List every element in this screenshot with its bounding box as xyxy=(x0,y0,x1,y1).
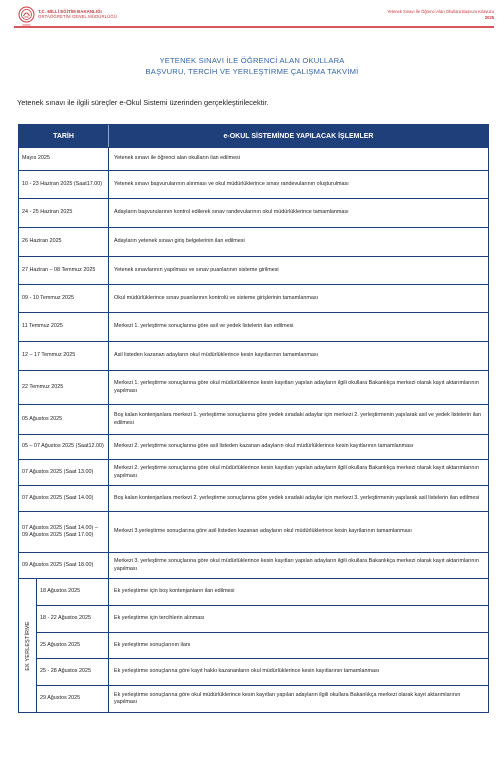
header-divider xyxy=(14,26,494,28)
ek-yerlestirme-section xyxy=(19,578,488,712)
table-row xyxy=(19,459,488,485)
row-date: 24 - 25 Haziran 2025 xyxy=(19,199,109,227)
calendar-table xyxy=(18,124,489,713)
ek-rows xyxy=(37,579,488,712)
table-row xyxy=(19,434,488,459)
row-date: 11 Temmuz 2025 xyxy=(19,313,109,341)
row-action: Merkezi 2. yerleştirme sonuçlarına göre asil listeden kazanan adayların okul müdürlüklerince kesin kayıtlarının tamamlanması xyxy=(114,443,414,450)
row-action: Okul müdürlüklerince sınav puanlarının kontrolü ve sisteme girişlerinin tamamlanması xyxy=(114,294,319,301)
row-date: 25 - 28 Ağustos 2025 xyxy=(37,659,109,685)
table-row xyxy=(37,685,488,712)
intro-text: Yetenek sınavı ile ilgili süreçler e-Okul Sistemi üzerinden gerçekleştirilecektir. xyxy=(17,98,269,107)
page-title xyxy=(0,56,504,77)
row-action: Boş kalan kontenjanlara merkezi 1. yerleştirme sonuçlarına göre yedek sıradaki adaylar için merkezi 2. yerleştirmenin yapılarak asil ve yedek listelerin ilan edilmesi xyxy=(114,412,482,426)
row-action: Merkezi 3. yerleştirme sonuçlarına göre okul müdürlüklerince kesin kayıtları yapılan adayların ilgili okullara Bakanlıkça merkezi olarak kayıt aktarımlarının yapılması xyxy=(114,558,479,572)
row-date: 05 – 07 Ağustos 2025 (Saat12.00) xyxy=(19,435,109,459)
table-row xyxy=(19,552,488,578)
row-action: Ek yerleştirme için tercihlerin alınması xyxy=(114,615,205,622)
row-action: Adayların başvurularının kontrol edilerek sınav randevularının okul müdürlüklerince tamamlanması xyxy=(114,209,349,216)
ek-yerlestirme-side xyxy=(19,579,37,712)
table-row xyxy=(19,312,488,341)
header-date: TARİH xyxy=(19,125,109,147)
row-date: Mayıs 2025 xyxy=(19,148,109,170)
row-action: Merkezi 3.yerleştirme sonuçlarına göre asil listeden kazanan adayların okul müdürlüklerince kesin kayıtlarının tamamlanması xyxy=(114,528,412,535)
row-action: Yetenek sınavı başvurularının alınması ve okul müdürlüklerince sınav randevularının oluşturulması xyxy=(114,180,349,187)
row-date: 22 Temmuz 2025 xyxy=(19,371,109,404)
row-date: 25 Ağustos 2025 xyxy=(37,633,109,658)
row-date: 12 – 17 Temmuz 2025 xyxy=(19,342,109,370)
table-row xyxy=(19,404,488,434)
doc-year: 2025 xyxy=(484,15,494,20)
doc-header-right xyxy=(387,9,494,21)
row-action: Adayların yetenek sınavı giriş belgelerinin ilan edilmesi xyxy=(114,238,245,245)
ministry-name xyxy=(38,9,117,20)
ministry-line1: T.C. MİLLİ EĞİTİM BAKANLIĞI xyxy=(38,9,102,14)
table-row xyxy=(19,170,488,198)
row-date: 10 - 23 Haziran 2025 (Saat17.00) xyxy=(19,171,109,198)
row-date: 05 Ağustos 2025 xyxy=(19,405,109,434)
table-header xyxy=(19,125,488,147)
table-row xyxy=(37,605,488,632)
row-action: Merkezi 2. yerleştirme sonuçlarına göre okul müdürlüklerince kesin kayıtları yapılan adayların ilgili okullara Bakanlıkça merkezi olarak kayıt aktarımlarının yapılması xyxy=(114,465,479,479)
row-action: Boş kalan kontenjanlara merkezi 2. yerleştirme sonuçlarına göre yedek sıradaki adaylar için merkezi 3. yerleştirmenin yapılarak asil listelerin ilan edilmesi xyxy=(114,494,480,501)
row-date: 07 Ağustos 2025 (Saat 14.00) – 09 Ağustos 2025 (Saat 17.00) xyxy=(19,512,109,552)
table-row xyxy=(19,256,488,284)
row-date: 07 Ağustos 2025 (Saat 13.00) xyxy=(19,460,109,485)
row-date: 26 Haziran 2025 xyxy=(19,228,109,256)
ek-yerlestirme-label: EK YERLEŞTİRME xyxy=(24,620,31,671)
table-row xyxy=(37,632,488,658)
row-date: 27 Haziran – 08 Temmuz 2025 xyxy=(19,257,109,284)
page-title-line2: BAŞVURU, TERCİH VE YERLEŞTİRME ÇALIŞMA TAKVİMİ xyxy=(145,66,359,76)
table-row xyxy=(37,579,488,605)
table-row xyxy=(19,198,488,227)
row-date: 09 Ağustos 2025 (Saat 18.00) xyxy=(19,553,109,578)
row-action: Yetenek sınavı ile öğrenci alan okulların ilan edilmesi xyxy=(114,155,240,162)
row-action: Yetenek sınavlarının yapılması ve sınav puanlarının sisteme girilmesi xyxy=(114,266,279,273)
doc-title: Yetenek Sınavı İle Öğrenci Alan Okullara Başvuru Kılavuzu xyxy=(387,9,494,14)
table-row xyxy=(19,485,488,511)
page-header xyxy=(0,0,504,36)
table-row xyxy=(19,341,488,370)
row-action: Merkezi 1. yerleştirme sonuçlarına göre asil ve yedek listelerin ilan edilmesi xyxy=(114,323,294,330)
ministry-line2: ORTAÖĞRETİM GENEL MÜDÜRLÜĞÜ xyxy=(38,14,118,20)
header-actions: e-OKUL SİSTEMİNDE YAPILACAK İŞLEMLER xyxy=(223,132,374,140)
table-row xyxy=(19,511,488,552)
row-action: Ek yerleştirme sonuçlarına göre okul müdürlüklerince kesin kayıtları yapılan adayların ilgili okullara Bakanlıkça merkezi olarak kayıt aktarımlarının yapılması xyxy=(114,691,461,705)
row-date: 07 Ağustos 2025 (Saat 14.00) xyxy=(19,486,109,511)
row-date: 29 Ağustos 2025 xyxy=(37,686,109,712)
ministry-logo-icon xyxy=(18,6,35,28)
table-row xyxy=(19,284,488,312)
row-action: Ek yerleştirme sonuçlarının ilanı xyxy=(114,641,191,648)
table-row xyxy=(19,227,488,256)
row-action: Ek yerleştirme sonuçlarına göre kayıt hakkı kazananların okul müdürlüklerince kesin kayıtlarının tamamlanması xyxy=(114,668,380,675)
row-action: Asil listeden kazanan adayların okul müdürlüklerince kesin kayıtlarının tamamlanması xyxy=(114,352,319,359)
table-row xyxy=(19,147,488,170)
row-action: Merkezi 1. yerleştirme sonuçlarına göre okul müdürlüklerince kesin kayıtları yapılan adayların ilgili okullara Bakanlıkça merkezi olarak kayıt aktarımlarının yapılması xyxy=(114,380,479,394)
row-action: Ek yerleştirme için boş kontenjanların ilan edilmesi xyxy=(114,588,235,595)
page-title-line1: YETENEK SINAVI İLE ÖĞRENCİ ALAN OKULLARA xyxy=(159,56,345,65)
row-date: 09 - 10 Temmuz 2025 xyxy=(19,285,109,312)
row-date: 18 Ağustos 2025 xyxy=(37,579,109,605)
table-row xyxy=(19,370,488,404)
table-row xyxy=(37,658,488,685)
row-date: 18 - 22 Ağustos 2025 xyxy=(37,606,109,632)
